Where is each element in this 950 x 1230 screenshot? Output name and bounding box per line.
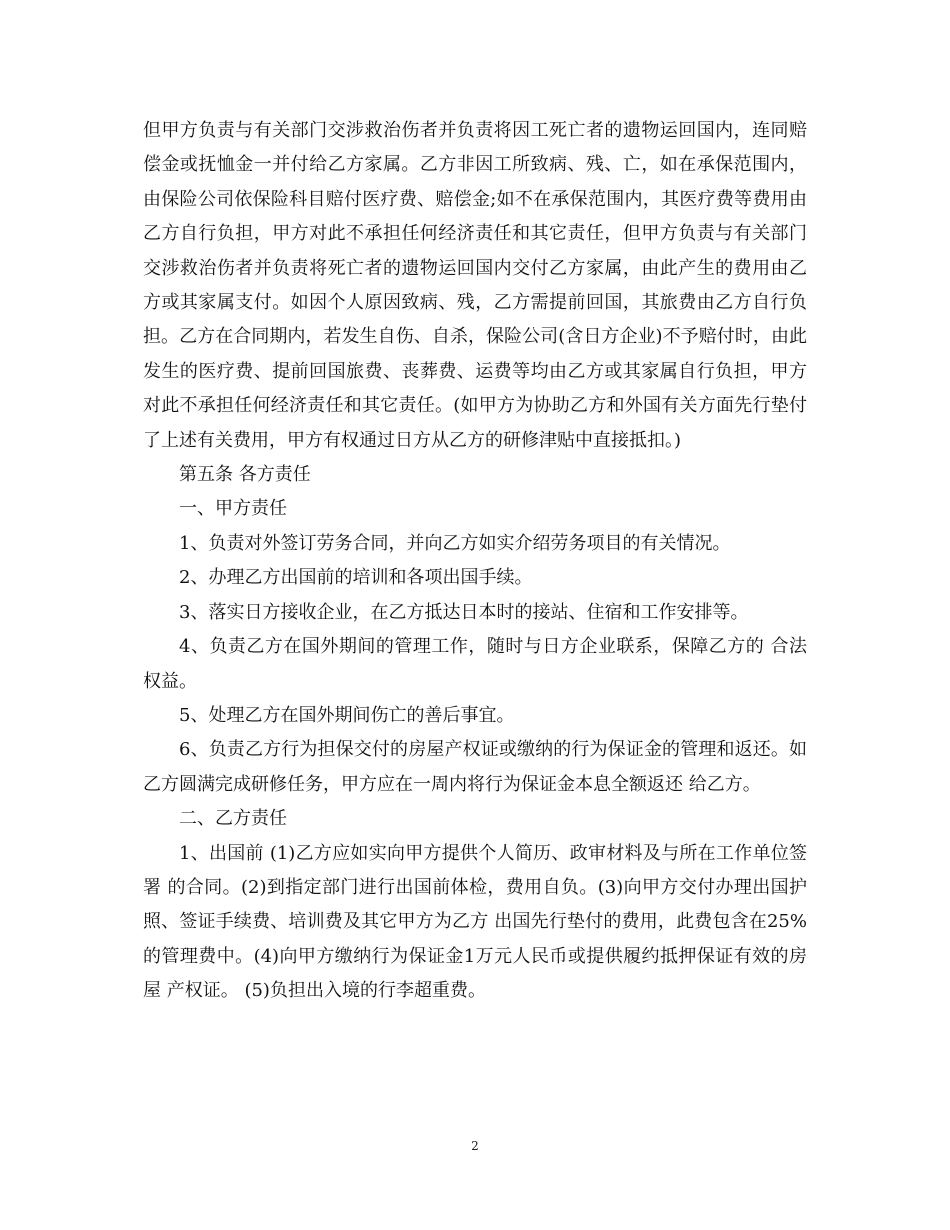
party-a-item-6: 6、负责乙方行为担保交付的房屋产权证或缴纳的行为保证金的管理和返还。如乙方圆满完成研修任务，甲方应在一周内将行为保证金本息全额返还 给乙方。 [143,739,807,795]
article-heading: 第五条 各方责任 [179,464,311,486]
page-number: 2 [471,1139,479,1153]
document-body [143,114,807,1009]
party-a-item-3: 3、落实日方接收企业，在乙方抵达日本时的接站、住宿和工作安排等。 [179,601,749,623]
party-b-item-1: 1、出国前 (1)乙方应如实向甲方提供个人简历、政审材料及与所在工作单位签署 的合同。(2)到指定部门进行出国前体检，费用自负。(3)向甲方交付办理出国护照、签证手续费、培训费及其它甲方为乙方 出国先行垫付的费用，此费包含在25%的管理费中。(4)向甲方缴纳行为保证金1万元人民币或提供履约抵押保证有效的房屋 产权证。 (5)负担出入境的行李超重费。 [143,842,807,1002]
section-heading-party-b: 二、乙方责任 [179,808,287,830]
section-heading-party-a: 一、甲方责任 [179,498,287,520]
party-a-item-2: 2、办理乙方出国前的培训和各项出国手续。 [179,567,533,589]
party-a-item-5: 5、处理乙方在国外期间伤亡的善后事宜。 [179,704,515,726]
party-a-item-4: 4、负责乙方在国外期间的管理工作，随时与日方企业联系，保障乙方的 合法权益。 [143,636,807,692]
paragraph-continuation: 但甲方负责与有关部门交涉救治伤者并负责将因工死亡者的遗物运回国内，连同赔偿金或抚恤金一并付给乙方家属。乙方非因工所致病、残、亡，如在承保范围内，由保险公司依保险科目赔付医疗费、赔偿金;如不在承保范围内，其医疗费等费用由乙方自行负担，甲方对此不承担任何经济责任和其它责任，但甲方负责与有关部门交涉救治伤者并负责将死亡者的遗物运回国内交付乙方家属，由此产生的费用由乙方或其家属支付。如因个人原因致病、残，乙方需提前回国，其旅费由乙方自行负担。乙方在合同期内，若发生自伤、自杀，保险公司(含日方企业)不予赔付时，由此发生的医疗费、提前回国旅费、丧葬费、运费等均由乙方或其家属自行负担，甲方对此不承担任何经济责任和其它责任。(如甲方为协助乙方和外国有关方面先行垫付了上述有关费用，甲方有权通过日方从乙方的研修津贴中直接抵扣。) [143,120,807,451]
party-a-item-1: 1、负责对外签订劳务合同，并向乙方如实介绍劳务项目的有关情况。 [179,532,731,554]
